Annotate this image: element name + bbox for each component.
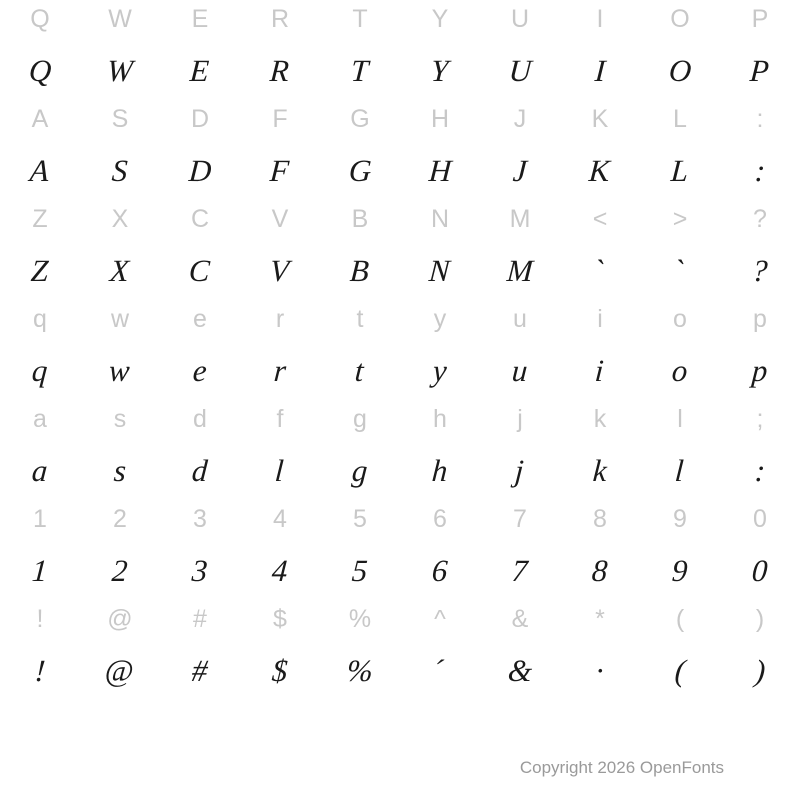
glyph-preview: B: [349, 253, 371, 288]
keymap-cell[interactable]: [480, 400, 560, 500]
keymap-cell[interactable]: [240, 500, 320, 600]
keymap-cell[interactable]: [400, 100, 480, 200]
keymap-cell[interactable]: [560, 0, 640, 100]
glyph-preview: d: [190, 453, 210, 488]
glyph-preview: R: [269, 53, 291, 88]
key-label: r: [275, 305, 285, 333]
glyph-preview: j: [514, 453, 526, 488]
key-label: 4: [273, 505, 287, 533]
key-label: X: [111, 205, 129, 233]
keymap-cell[interactable]: [720, 400, 800, 500]
glyph-preview: !: [33, 653, 47, 688]
glyph-preview: 9: [670, 553, 690, 588]
keymap-cell[interactable]: [80, 500, 160, 600]
glyph-preview: ): [753, 653, 767, 688]
keymap-cell[interactable]: [560, 200, 640, 300]
glyph-preview: Y: [429, 53, 451, 88]
key-label: <: [592, 205, 608, 233]
glyph-preview: N: [428, 253, 452, 288]
glyph-preview: @: [104, 653, 136, 688]
glyph-preview: i: [594, 353, 606, 388]
glyph-preview: X: [109, 253, 131, 288]
glyph-preview: A: [29, 153, 51, 188]
keymap-cell[interactable]: [240, 400, 320, 500]
keymap-cell[interactable]: [640, 300, 720, 400]
key-label: $: [273, 605, 287, 633]
keymap-cell[interactable]: [400, 400, 480, 500]
keymap-cell[interactable]: [160, 500, 240, 600]
footer: [0, 700, 800, 800]
glyph-preview: D: [187, 153, 213, 188]
glyph-preview: C: [188, 253, 212, 288]
key-label: 0: [753, 505, 767, 533]
keymap-cell[interactable]: [320, 600, 400, 700]
keymap-cell[interactable]: [160, 400, 240, 500]
keymap-cell[interactable]: [0, 300, 80, 400]
glyph-preview: 4: [270, 553, 290, 588]
glyph-preview: #: [190, 653, 210, 688]
key-label: N: [430, 205, 450, 233]
key-label: q: [33, 305, 47, 333]
key-label: 6: [433, 505, 447, 533]
glyph-preview: l: [274, 453, 286, 488]
glyph-preview: y: [431, 353, 449, 388]
key-label: 9: [673, 505, 687, 533]
glyph-preview: r: [272, 353, 288, 388]
key-label: U: [510, 5, 530, 33]
key-label: M: [509, 205, 531, 233]
key-label: t: [356, 305, 364, 333]
key-label: 8: [593, 505, 607, 533]
glyph-preview: ˋ: [593, 253, 607, 288]
glyph-preview: e: [191, 353, 209, 388]
glyph-preview: 3: [190, 553, 210, 588]
glyph-preview: S: [110, 153, 130, 188]
glyph-preview: ˋ: [673, 253, 687, 288]
keymap-cell[interactable]: [0, 100, 80, 200]
key-label: H: [430, 105, 450, 133]
glyph-preview: o: [670, 353, 690, 388]
keymap-cell[interactable]: [80, 600, 160, 700]
keymap-cell[interactable]: [640, 400, 720, 500]
keymap-cell[interactable]: [160, 100, 240, 200]
glyph-preview: 7: [510, 553, 530, 588]
keymap-cell[interactable]: [80, 100, 160, 200]
keymap-cell[interactable]: [480, 100, 560, 200]
keymap-cell[interactable]: [720, 300, 800, 400]
glyph-preview: t: [354, 353, 366, 388]
keymap-cell[interactable]: [240, 0, 320, 100]
keymap-cell[interactable]: [0, 200, 80, 300]
glyph-preview: ?: [750, 253, 770, 288]
glyph-preview: J: [511, 153, 529, 188]
glyph-preview: s: [112, 453, 128, 488]
glyph-preview: l: [674, 453, 686, 488]
glyph-preview: q: [30, 353, 50, 388]
key-label: p: [753, 305, 767, 333]
keymap-cell[interactable]: [320, 200, 400, 300]
key-label: w: [110, 305, 130, 333]
keymap-cell[interactable]: [160, 0, 240, 100]
key-label: !: [36, 605, 44, 633]
keymap-cell[interactable]: [720, 600, 800, 700]
keymap-cell[interactable]: [560, 400, 640, 500]
key-label: (: [675, 605, 685, 633]
key-label: e: [193, 305, 207, 333]
key-label: E: [191, 5, 209, 33]
keymap-cell[interactable]: [240, 300, 320, 400]
key-label: R: [270, 5, 290, 33]
key-label: Z: [32, 205, 48, 233]
glyph-preview: V: [269, 253, 291, 288]
copyright-text: Copyright 2026 OpenFonts: [519, 758, 724, 777]
key-label: o: [673, 305, 687, 333]
key-label: l: [677, 405, 683, 433]
keymap-cell[interactable]: [480, 0, 560, 100]
keymap-cell[interactable]: [240, 100, 320, 200]
keymap-cell[interactable]: [320, 400, 400, 500]
key-label: #: [193, 605, 207, 633]
key-label: Y: [431, 5, 449, 33]
key-label: ;: [756, 405, 764, 433]
key-label: k: [593, 405, 607, 433]
key-label: 1: [33, 505, 47, 533]
glyph-preview: 6: [430, 553, 450, 588]
glyph-preview: I: [593, 53, 607, 88]
keymap-cell[interactable]: [560, 100, 640, 200]
key-label: ): [755, 605, 765, 633]
glyph-preview: ˊ: [433, 653, 447, 688]
keymap-cell[interactable]: [720, 100, 800, 200]
glyph-preview: E: [189, 53, 211, 88]
glyph-preview: ·: [594, 653, 606, 688]
key-label: ^: [434, 605, 446, 633]
key-label: d: [193, 405, 207, 433]
key-label: f: [276, 405, 284, 433]
key-label: B: [351, 205, 369, 233]
glyph-preview: 0: [750, 553, 770, 588]
key-label: O: [670, 5, 690, 33]
key-label: @: [107, 605, 133, 633]
key-label: 3: [193, 505, 207, 533]
key-label: *: [595, 605, 605, 633]
key-label: h: [433, 405, 447, 433]
glyph-preview: L: [669, 153, 691, 188]
key-label: 5: [353, 505, 367, 533]
keymap-cell[interactable]: [160, 300, 240, 400]
glyph-preview: a: [30, 453, 50, 488]
key-label: C: [190, 205, 210, 233]
keymap-cell[interactable]: [320, 500, 400, 600]
key-label: L: [673, 105, 687, 133]
glyph-preview: F: [269, 153, 291, 188]
glyph-preview: %: [345, 653, 375, 688]
key-label: 7: [513, 505, 527, 533]
key-label: s: [113, 405, 127, 433]
keymap-cell[interactable]: [480, 200, 560, 300]
keymap-cell[interactable]: [400, 500, 480, 600]
key-label: D: [190, 105, 210, 133]
glyph-preview: H: [427, 153, 453, 188]
glyph-preview: 8: [590, 553, 610, 588]
keymap-cell[interactable]: [320, 100, 400, 200]
keymap-cell[interactable]: [720, 200, 800, 300]
keymap-cell[interactable]: [640, 100, 720, 200]
glyph-preview: :: [753, 153, 767, 188]
keymap-cell[interactable]: [480, 600, 560, 700]
glyph-preview: &: [506, 653, 534, 688]
glyph-preview: p: [750, 353, 770, 388]
keymap-cell[interactable]: [640, 200, 720, 300]
glyph-preview: P: [749, 53, 771, 88]
key-label: Q: [30, 5, 50, 33]
key-label: K: [591, 105, 609, 133]
keymap-cell[interactable]: [640, 500, 720, 600]
keymap-cell[interactable]: [80, 300, 160, 400]
key-label: S: [111, 105, 129, 133]
key-label: V: [271, 205, 289, 233]
key-label: g: [353, 405, 367, 433]
keymap-cell[interactable]: [80, 400, 160, 500]
key-label: :: [756, 105, 764, 133]
glyph-preview: u: [510, 353, 530, 388]
keymap-cell[interactable]: [400, 600, 480, 700]
glyph-preview: k: [591, 453, 609, 488]
glyph-preview: M: [505, 253, 535, 288]
glyph-preview: Z: [29, 253, 51, 288]
key-label: W: [108, 5, 132, 33]
glyph-preview: 2: [110, 553, 130, 588]
keymap-cell[interactable]: [0, 0, 80, 100]
key-label: A: [31, 105, 49, 133]
key-label: G: [350, 105, 370, 133]
key-label: ?: [753, 205, 767, 233]
keymap-cell[interactable]: [0, 600, 80, 700]
keymap-cell[interactable]: [400, 0, 480, 100]
key-label: &: [511, 605, 529, 633]
key-label: J: [513, 105, 527, 133]
glyph-preview: (: [673, 653, 687, 688]
glyph-preview: W: [105, 53, 135, 88]
key-label: %: [348, 605, 372, 633]
keymap-cell[interactable]: [0, 500, 80, 600]
glyph-preview: g: [350, 453, 370, 488]
keymap-cell[interactable]: [320, 300, 400, 400]
keymap-cell[interactable]: [480, 500, 560, 600]
keymap-cell[interactable]: [560, 600, 640, 700]
key-label: y: [433, 305, 447, 333]
glyph-preview: G: [347, 153, 373, 188]
key-label: >: [672, 205, 688, 233]
keymap-cell[interactable]: [80, 0, 160, 100]
keymap-cell[interactable]: [320, 0, 400, 100]
glyph-preview: Q: [27, 53, 53, 88]
glyph-preview: T: [349, 53, 371, 88]
glyph-preview: O: [667, 53, 693, 88]
keymap-cell[interactable]: [400, 300, 480, 400]
keymap-cell[interactable]: [0, 400, 80, 500]
key-label: u: [513, 305, 527, 333]
key-label: i: [597, 305, 603, 333]
glyph-preview: $: [270, 653, 290, 688]
keymap-cell[interactable]: [480, 300, 560, 400]
keymap-cell[interactable]: [640, 600, 720, 700]
key-label: P: [751, 5, 769, 33]
key-label: F: [272, 105, 288, 133]
keymap-cell[interactable]: [240, 200, 320, 300]
key-label: I: [596, 5, 604, 33]
keymap-cell[interactable]: [160, 200, 240, 300]
glyph-preview: w: [108, 353, 132, 388]
key-label: 2: [113, 505, 127, 533]
keymap-cell[interactable]: [400, 200, 480, 300]
glyph-preview: K: [588, 153, 612, 188]
keymap-cell[interactable]: [560, 300, 640, 400]
key-label: j: [517, 405, 523, 433]
glyph-preview: 5: [350, 553, 370, 588]
glyph-preview: :: [753, 453, 767, 488]
glyph-preview: U: [507, 53, 533, 88]
keymap-cell[interactable]: [80, 200, 160, 300]
keymap-cell[interactable]: [240, 600, 320, 700]
keymap-cell[interactable]: [640, 0, 720, 100]
keymap-cell[interactable]: [160, 600, 240, 700]
keymap-cell[interactable]: [560, 500, 640, 600]
glyph-preview: 1: [30, 553, 50, 588]
key-label: a: [33, 405, 47, 433]
keymap-cell[interactable]: [720, 500, 800, 600]
glyph-preview: h: [430, 453, 450, 488]
keymap-cell[interactable]: [720, 0, 800, 100]
key-label: T: [352, 5, 368, 33]
